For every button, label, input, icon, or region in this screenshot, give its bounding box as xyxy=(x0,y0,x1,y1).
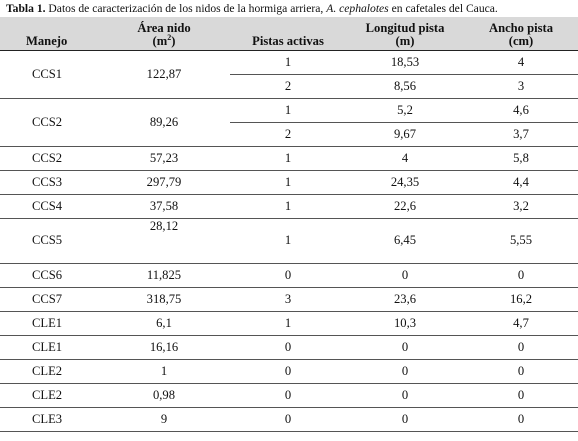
caption-species: A. cephalotes xyxy=(326,2,389,15)
header-pistas: Pistas activas xyxy=(230,17,346,50)
caption-text-before: Datos de caracterización de los nidos de la hormiga arriera, xyxy=(45,2,327,15)
cell-manejo: CCS6 xyxy=(0,263,98,287)
cell-ancho: 4 xyxy=(464,50,578,74)
cell-pistas: 2 xyxy=(230,74,346,98)
cell-area: 122,87 xyxy=(98,50,230,98)
cell-ancho: 0 xyxy=(464,263,578,287)
cell-manejo: CLE1 xyxy=(0,335,98,359)
cell-manejo: CCS4 xyxy=(0,194,98,218)
table-row xyxy=(0,218,578,263)
cell-ancho: 4,7 xyxy=(464,311,578,335)
header-ancho-line1: Ancho pista xyxy=(488,20,554,35)
nest-data-table xyxy=(0,17,578,432)
cell-longitud: 0 xyxy=(346,335,464,359)
cell-ancho: 3,7 xyxy=(464,122,578,146)
cell-pistas: 1 xyxy=(230,218,346,263)
cell-manejo: CCS1 xyxy=(0,50,98,98)
header-ancho xyxy=(464,17,578,50)
cell-pistas: 1 xyxy=(230,146,346,170)
cell-ancho: 3 xyxy=(464,74,578,98)
cell-manejo: CCS7 xyxy=(0,287,98,311)
cell-ancho: 4,6 xyxy=(464,98,578,122)
cell-longitud: 0 xyxy=(346,263,464,287)
cell-longitud: 4 xyxy=(346,146,464,170)
table-caption xyxy=(6,2,498,15)
cell-pistas: 1 xyxy=(230,50,346,74)
cell-longitud: 6,45 xyxy=(346,218,464,263)
cell-ancho: 5,55 xyxy=(464,218,578,263)
cell-pistas: 1 xyxy=(230,98,346,122)
cell-longitud: 9,67 xyxy=(346,122,464,146)
header-row xyxy=(0,17,578,50)
cell-ancho: 3,2 xyxy=(464,194,578,218)
cell-manejo: CLE2 xyxy=(0,359,98,383)
table-body xyxy=(0,50,578,431)
header-longitud-line2: (m) xyxy=(395,33,415,48)
table-row xyxy=(0,359,578,383)
cell-longitud: 23,6 xyxy=(346,287,464,311)
cell-area: 0,98 xyxy=(98,383,230,407)
table-row xyxy=(0,383,578,407)
cell-pistas: 0 xyxy=(230,383,346,407)
cell-manejo: CLE1 xyxy=(0,311,98,335)
caption-text-after: en cafetales del Cauca. xyxy=(388,2,498,15)
table-row xyxy=(0,170,578,194)
cell-manejo: CLE3 xyxy=(0,407,98,431)
cell-longitud: 10,3 xyxy=(346,311,464,335)
cell-manejo: CLE2 xyxy=(0,383,98,407)
cell-ancho: 0 xyxy=(464,335,578,359)
table-row xyxy=(0,335,578,359)
table-row xyxy=(0,407,578,431)
cell-area: 89,26 xyxy=(98,98,230,146)
header-manejo: Manejo xyxy=(0,17,98,50)
cell-area: 37,58 xyxy=(98,194,230,218)
cell-longitud: 8,56 xyxy=(346,74,464,98)
cell-area: 297,79 xyxy=(98,170,230,194)
cell-manejo: CCS2 xyxy=(0,98,98,146)
cell-area: 11,825 xyxy=(98,263,230,287)
cell-area: 1 xyxy=(98,359,230,383)
cell-area: 28,12 xyxy=(98,218,230,263)
cell-manejo: CCS2 xyxy=(0,146,98,170)
table-header xyxy=(0,17,578,50)
header-ancho-line2: (cm) xyxy=(508,33,534,48)
table-row xyxy=(0,146,578,170)
table-row xyxy=(0,263,578,287)
table-row xyxy=(0,311,578,335)
header-area-line2: (m xyxy=(152,33,168,48)
table-row xyxy=(0,194,578,218)
cell-ancho: 5,8 xyxy=(464,146,578,170)
cell-manejo: CCS3 xyxy=(0,170,98,194)
cell-manejo: CCS5 xyxy=(0,218,98,263)
cell-area: 57,23 xyxy=(98,146,230,170)
cell-longitud: 0 xyxy=(346,359,464,383)
header-area-line1: Área nido xyxy=(137,20,191,35)
header-area-close: ) xyxy=(171,33,176,48)
cell-longitud: 22,6 xyxy=(346,194,464,218)
cell-longitud: 0 xyxy=(346,407,464,431)
cell-pistas: 3 xyxy=(230,287,346,311)
cell-area: 9 xyxy=(98,407,230,431)
header-area-sup: 2 xyxy=(167,32,172,42)
header-area xyxy=(98,17,230,50)
cell-ancho: 0 xyxy=(464,407,578,431)
caption-label: Tabla 1. xyxy=(6,2,46,15)
cell-longitud: 18,53 xyxy=(346,50,464,74)
cell-pistas: 0 xyxy=(230,263,346,287)
table-row xyxy=(0,287,578,311)
cell-ancho: 0 xyxy=(464,359,578,383)
header-longitud-line1: Longitud pista xyxy=(365,20,445,35)
table-row xyxy=(0,50,578,74)
cell-ancho: 4,4 xyxy=(464,170,578,194)
cell-longitud: 5,2 xyxy=(346,98,464,122)
cell-ancho: 0 xyxy=(464,383,578,407)
header-longitud xyxy=(346,17,464,50)
cell-pistas: 0 xyxy=(230,359,346,383)
cell-ancho: 16,2 xyxy=(464,287,578,311)
cell-area: 6,1 xyxy=(98,311,230,335)
cell-pistas: 2 xyxy=(230,122,346,146)
cell-pistas: 1 xyxy=(230,311,346,335)
cell-pistas: 1 xyxy=(230,194,346,218)
cell-area: 16,16 xyxy=(98,335,230,359)
cell-longitud: 24,35 xyxy=(346,170,464,194)
cell-pistas: 0 xyxy=(230,335,346,359)
table-row xyxy=(0,98,578,122)
cell-area: 318,75 xyxy=(98,287,230,311)
cell-longitud: 0 xyxy=(346,383,464,407)
cell-pistas: 1 xyxy=(230,170,346,194)
cell-pistas: 0 xyxy=(230,407,346,431)
